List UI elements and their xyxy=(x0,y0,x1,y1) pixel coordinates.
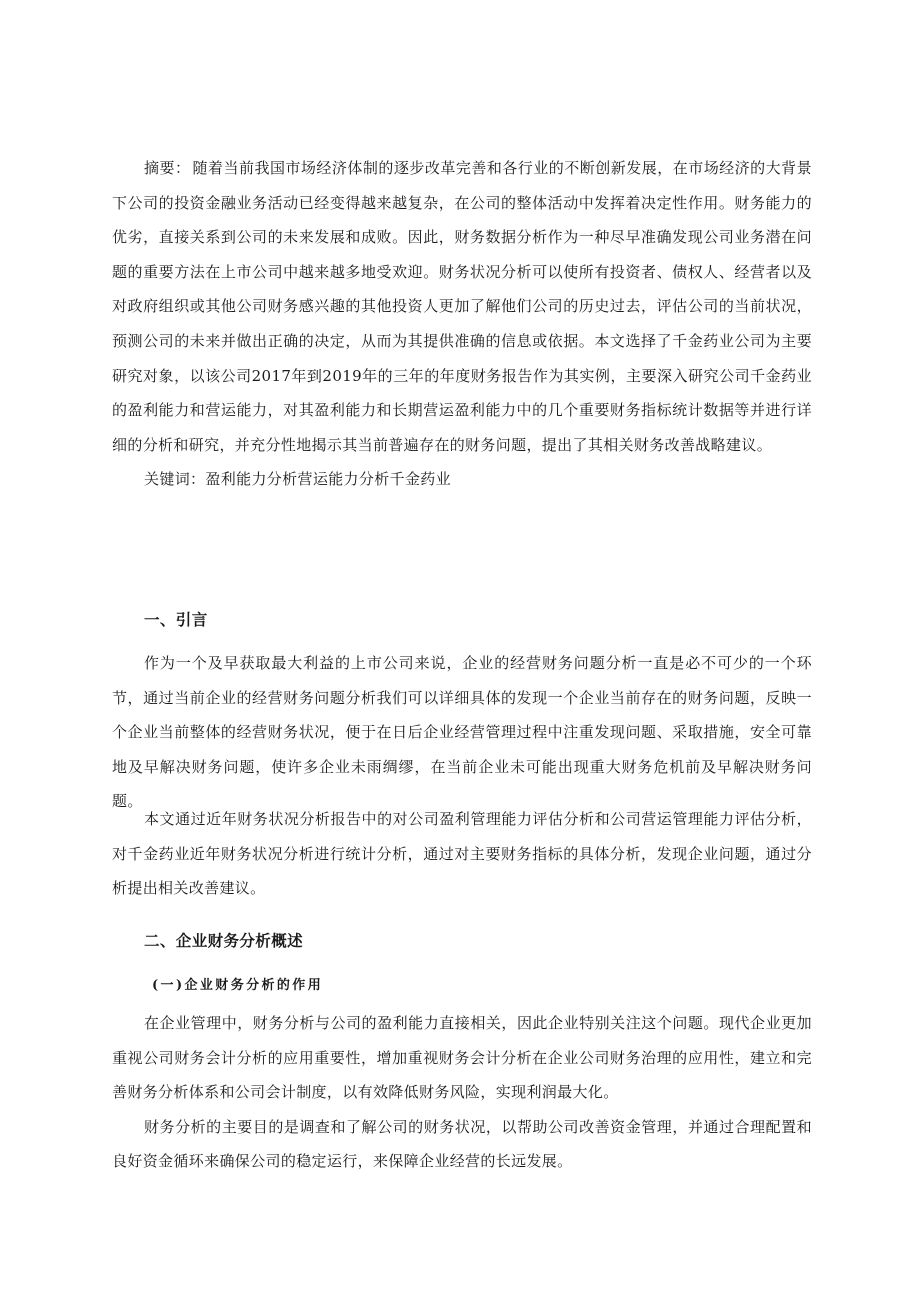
introduction-body xyxy=(112,646,812,819)
introduction-paragraph-1: 作为一个及早获取最大利益的上市公司来说，企业的经营财务问题分析一直是必不可少的一个环节，通过当前企业的经营财务问题分析我们可以详细具体的发现一个企业当前存在的财务问题，反映一个企业当前整体的经营财务状况，便于在日后企业经营管理过程中注重发现问题、采取措施，安全可靠地及早解决财务问题，使许多企业未雨绸缪，在当前企业未可能出现重大财务危机前及早解决财务问题。 xyxy=(112,654,812,811)
keywords-paragraph xyxy=(112,462,812,497)
overview-paragraph-2: 财务分析的主要目的是调查和了解公司的财务状况，以帮助公司改善资金管理，并通过合理配置和良好资金循环来确保公司的稳定运行，来保障企业经营的长远发展。 xyxy=(112,1117,812,1171)
subsection-heading-role: (一)企业财务分析的作用 xyxy=(152,978,324,993)
abstract-text: 随着当前我国市场经济体制的逐步改革完善和各行业的不断创新发展，在市场经济的大背景下公司的投资金融业务活动已经变得越来越复杂，在公司的整体活动中发挥着决定性作用。财务能力的优劣，直接关系到公司的未来发展和成败。因此，财务数据分析作为一种尽早准确发现公司业务潜在问题的重要方法在上市公司中越来越多地受欢迎。财务状况分析可以使所有投资者、债权人、经营者以及对政府组织或其他公司财务感兴趣的其他投资人更加了解他们公司的历史过去，评估公司的当前状况，预测公司的未来并做出正确的决定，从而为其提供准确的信息或依据。本文选择了千金药业公司为主要研究对象，以该公司2017年到2019年的三年的年度财务报告作为其实例，主要深入研究公司千金药业的盈利能力和营运能力，对其盈利能力和长期营运盈利能力中的几个重要财务指标统计数据等并进行详细的分析和研究，并充分性地揭示其当前普遍存在的财务问题，提出了其相关财务改善战略建议。 xyxy=(112,159,812,454)
overview-body xyxy=(112,1006,812,1179)
section-heading-overview: 二、企业财务分析概述 xyxy=(144,932,304,950)
section-heading-introduction: 一、引言 xyxy=(144,611,208,629)
overview-paragraph-1: 在企业管理中，财务分析与公司的盈利能力直接相关，因此企业特别关注这个问题。现代企业更加重视公司财务会计分析的应用重要性，增加重视财务会计分析在企业公司财务治理的应用性，建立和完善财务分析体系和公司会计制度，以有效降低财务风险，实现利润最大化。 xyxy=(112,1014,812,1102)
keywords-label: 关键词： xyxy=(144,470,206,489)
overview-subsection xyxy=(112,976,812,996)
abstract-section xyxy=(112,151,812,497)
keywords-text: 盈利能力分析营运能力分析千金药业 xyxy=(205,470,452,489)
abstract-label: 摘要： xyxy=(144,159,191,177)
abstract-paragraph xyxy=(112,151,812,462)
section-overview xyxy=(112,930,812,952)
introduction-paragraph-2: 本文通过近年财务状况分析报告中的对公司盈利管理能力评估分析和公司营运管理能力评估分析，对千金药业近年财务状况分析进行统计分析，通过对主要财务指标的具体分析，发现企业问题，通过分析提出相关改善建议。 xyxy=(112,810,812,898)
section-introduction xyxy=(112,609,812,631)
introduction-body-2 xyxy=(112,802,812,906)
